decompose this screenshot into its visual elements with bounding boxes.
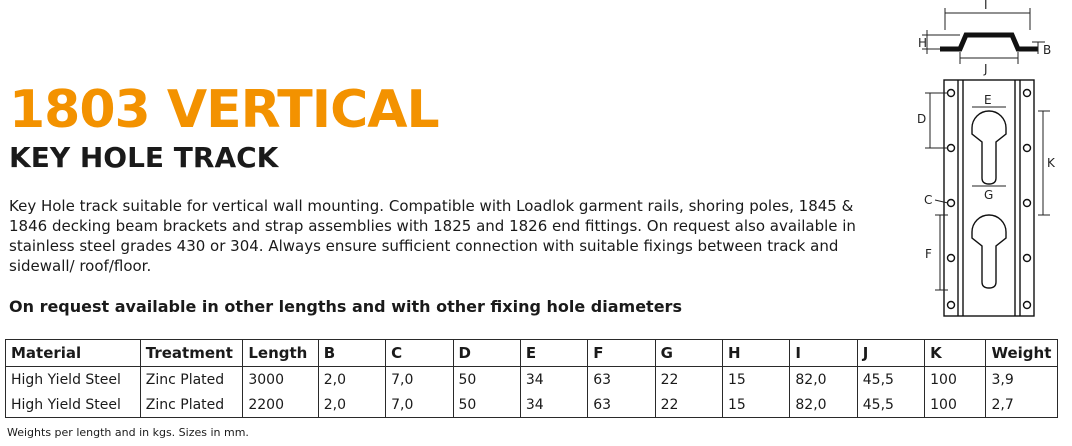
label-b: B (1043, 43, 1052, 57)
table-cell: 15 (723, 392, 790, 418)
column-header: D (453, 340, 520, 367)
table-cell: 50 (453, 367, 520, 393)
product-title: 1803 VERTICAL (9, 80, 439, 140)
label-h: H (918, 36, 928, 50)
column-header: Treatment (140, 340, 243, 367)
request-note: On request available in other lengths and with other fixing hole diameters (9, 297, 682, 316)
table-cell: 22 (655, 367, 722, 393)
table-cell: 34 (520, 392, 587, 418)
column-header: K (925, 340, 986, 367)
table-cell: 7,0 (386, 392, 453, 418)
table-cell: 45,5 (857, 367, 924, 393)
label-e: E (984, 93, 992, 107)
table-cell: 50 (453, 392, 520, 418)
fixing-hole (948, 90, 955, 97)
column-header: E (520, 340, 587, 367)
column-header: F (588, 340, 655, 367)
column-header: Length (243, 340, 318, 367)
table-cell: Zinc Plated (140, 367, 243, 393)
label-i: I (984, 0, 988, 12)
table-cell: 7,0 (386, 367, 453, 393)
label-k: K (1047, 156, 1055, 170)
table-cell: 3,9 (986, 367, 1058, 393)
table-cell: 22 (655, 392, 722, 418)
table-cell: 34 (520, 367, 587, 393)
column-header: I (790, 340, 857, 367)
column-header: H (723, 340, 790, 367)
table-cell: 63 (588, 392, 655, 418)
label-j: J (984, 62, 988, 76)
table-cell: High Yield Steel (6, 367, 141, 393)
specifications-table (5, 339, 1058, 418)
key-hole-slot (972, 111, 1006, 184)
table-cell: 45,5 (857, 392, 924, 418)
table-cell: 15 (723, 367, 790, 393)
track-profile (940, 35, 1038, 49)
table-cell: 3000 (243, 367, 318, 393)
technical-drawing (900, 0, 1062, 320)
key-hole-slot (972, 215, 1006, 288)
label-f: F (925, 247, 932, 261)
table-cell: 2,0 (318, 392, 385, 418)
table-row (6, 392, 1058, 418)
table-cell: 2,7 (986, 392, 1058, 418)
column-header: Material (6, 340, 141, 367)
table-row (6, 367, 1058, 393)
table-cell: 100 (925, 392, 986, 418)
column-header: J (857, 340, 924, 367)
label-c: C (924, 193, 933, 207)
table-cell: 2200 (243, 392, 318, 418)
table-cell: 82,0 (790, 392, 857, 418)
table-cell: 2,0 (318, 367, 385, 393)
column-header: G (655, 340, 722, 367)
table-cell: 100 (925, 367, 986, 393)
column-header: C (386, 340, 453, 367)
product-subtitle: KEY HOLE TRACK (9, 141, 279, 174)
table-cell: Zinc Plated (140, 392, 243, 418)
label-g: G (984, 188, 994, 202)
column-header: Weight (986, 340, 1058, 367)
table-cell: 63 (588, 367, 655, 393)
footnote: Weights per length and in kgs. Sizes in mm. (7, 426, 249, 439)
table-cell: High Yield Steel (6, 392, 141, 418)
product-description: Key Hole track suitable for vertical wall mounting. Compatible with Loadlok garment rails, shoring poles, 1845 & 1846 decking beam brackets and strap assemblies with 1825 and 1826 end fittings. On request also available in stainless steel grades 430 or 304. Always ensure sufficient connection with suitable fixings between track and sidewall/ roof/floor. (9, 197, 856, 275)
table-cell: 82,0 (790, 367, 857, 393)
table-header-row (6, 340, 1058, 367)
column-header: B (318, 340, 385, 367)
label-d: D (917, 112, 927, 126)
